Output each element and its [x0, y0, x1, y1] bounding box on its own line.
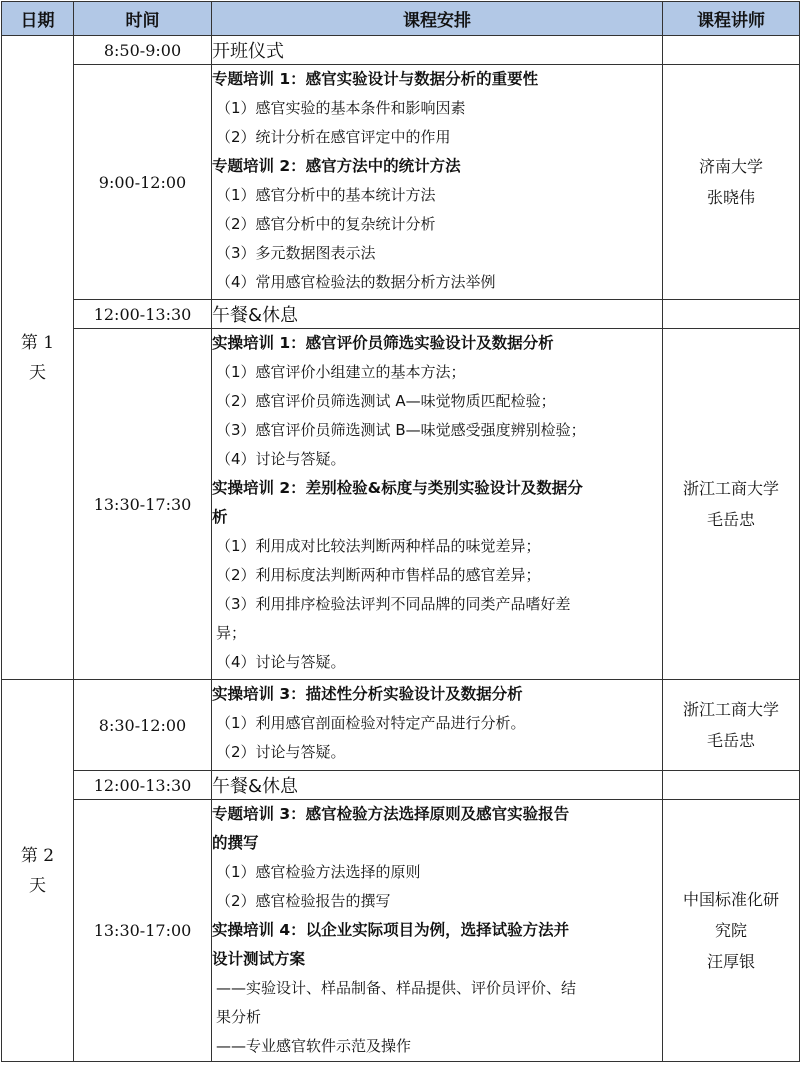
time-cell: 13:30-17:00 [74, 800, 212, 1062]
day-label: 第 2 [20, 845, 55, 866]
table-row [2, 300, 800, 329]
day-label: 天 [29, 362, 46, 383]
teacher-line: 毛岳忠 [706, 510, 755, 529]
session-item: 异； [216, 624, 247, 642]
teacher-cell [663, 300, 800, 329]
schedule-cell [212, 800, 663, 1062]
session-title: 实操培训 3：描述性分析实验设计及数据分析 [212, 685, 523, 703]
day-label: 天 [29, 875, 46, 896]
session-title: 专题培训 1：感官实验设计与数据分析的重要性 [212, 70, 539, 88]
table-row [2, 329, 800, 680]
table-row [2, 36, 800, 65]
session-item: ——实验设计、样品制备、样品提供、评价员评价、结 [216, 979, 577, 997]
teacher-line: 中国标准化研 [682, 890, 779, 909]
session-item: （2）利用标度法判断两种市售样品的感官差异； [216, 566, 541, 584]
session-title: 析 [212, 508, 228, 526]
day-cell [2, 36, 74, 680]
schedule-body [2, 36, 800, 1062]
session-title: 实操培训 1：感官评价员筛选实验设计及数据分析 [212, 334, 554, 352]
session-item: （2）感官评价员筛选测试 A—味觉物质匹配检验； [216, 392, 556, 410]
schedule-cell: 开班仪式 [212, 36, 663, 65]
teacher-line: 浙江工商大学 [682, 479, 779, 498]
teacher-cell [663, 36, 800, 65]
teacher-line: 浙江工商大学 [682, 700, 779, 719]
teacher-line: 张晓伟 [706, 188, 755, 207]
header-schedule: 课程安排 [212, 2, 663, 36]
session-item: （2）讨论与答疑。 [216, 743, 346, 761]
schedule-cell [212, 680, 663, 771]
time-cell: 8:30-12:00 [74, 680, 212, 771]
session-item: （1）感官评价小组建立的基本方法； [216, 363, 466, 381]
time-cell: 8:50-9:00 [74, 36, 212, 65]
session-item: （1）利用感官剖面检验对特定产品进行分析。 [216, 714, 526, 732]
teacher-cell [663, 771, 800, 800]
session-item: （4）讨论与答疑。 [216, 450, 346, 468]
teacher-cell [663, 680, 800, 771]
session-item: ——专业感官软件示范及操作 [216, 1037, 412, 1055]
session-item: （3）多元数据图表示法 [216, 244, 376, 262]
session-item: （1）感官实验的基本条件和影响因素 [216, 99, 466, 117]
table-row [2, 800, 800, 1062]
session-title: 实操培训 2：差别检验&标度与类别实验设计及数据分 [212, 479, 583, 497]
table-row [2, 771, 800, 800]
session-item: （2）感官检验报告的撰写 [216, 892, 391, 910]
teacher-cell [663, 800, 800, 1062]
teacher-line: 汪厚银 [706, 952, 755, 971]
header-time: 时间 [74, 2, 212, 36]
header-row [2, 2, 800, 36]
session-title: 专题培训 3：感官检验方法选择原则及感官实验报告 [212, 805, 570, 823]
day-cell [2, 680, 74, 1062]
session-item: （1）利用成对比较法判断两种样品的味觉差异； [216, 537, 541, 555]
session-title: 设计测试方案 [212, 950, 306, 968]
time-cell: 13:30-17:30 [74, 329, 212, 680]
day-label: 第 1 [20, 332, 55, 353]
teacher-line: 究院 [714, 921, 747, 940]
header-date: 日期 [2, 2, 74, 36]
teacher-line: 济南大学 [698, 157, 763, 176]
session-item: （1）感官分析中的基本统计方法 [216, 186, 436, 204]
session-title: 实操培训 4：以企业实际项目为例，选择试验方法并 [212, 921, 570, 939]
schedule-table [1, 1, 800, 1062]
session-item: （1）感官检验方法选择的原则 [216, 863, 421, 881]
session-item: （4）讨论与答疑。 [216, 653, 346, 671]
time-cell: 12:00-13:30 [74, 771, 212, 800]
schedule-cell [212, 65, 663, 300]
schedule-cell [212, 329, 663, 680]
session-title: 专题培训 2：感官方法中的统计方法 [212, 157, 461, 175]
session-item: （4）常用感官检验法的数据分析方法举例 [216, 273, 496, 291]
teacher-cell [663, 329, 800, 680]
schedule-cell: 午餐&休息 [212, 300, 663, 329]
time-cell: 12:00-13:30 [74, 300, 212, 329]
session-item: （2）感官分析中的复杂统计分析 [216, 215, 436, 233]
header-teacher: 课程讲师 [663, 2, 800, 36]
session-title: 的撰写 [212, 834, 259, 852]
session-item: 果分析 [216, 1008, 262, 1026]
schedule-cell: 午餐&休息 [212, 771, 663, 800]
table-row [2, 65, 800, 300]
teacher-line: 毛岳忠 [706, 731, 755, 750]
session-item: （3）利用排序检验法评判不同品牌的同类产品嗜好差 [216, 595, 571, 613]
table-row [2, 680, 800, 771]
time-cell: 9:00-12:00 [74, 65, 212, 300]
session-item: （2）统计分析在感官评定中的作用 [216, 128, 451, 146]
teacher-cell [663, 65, 800, 300]
session-item: （3）感官评价员筛选测试 B—味觉感受强度辨别检验； [216, 421, 586, 439]
